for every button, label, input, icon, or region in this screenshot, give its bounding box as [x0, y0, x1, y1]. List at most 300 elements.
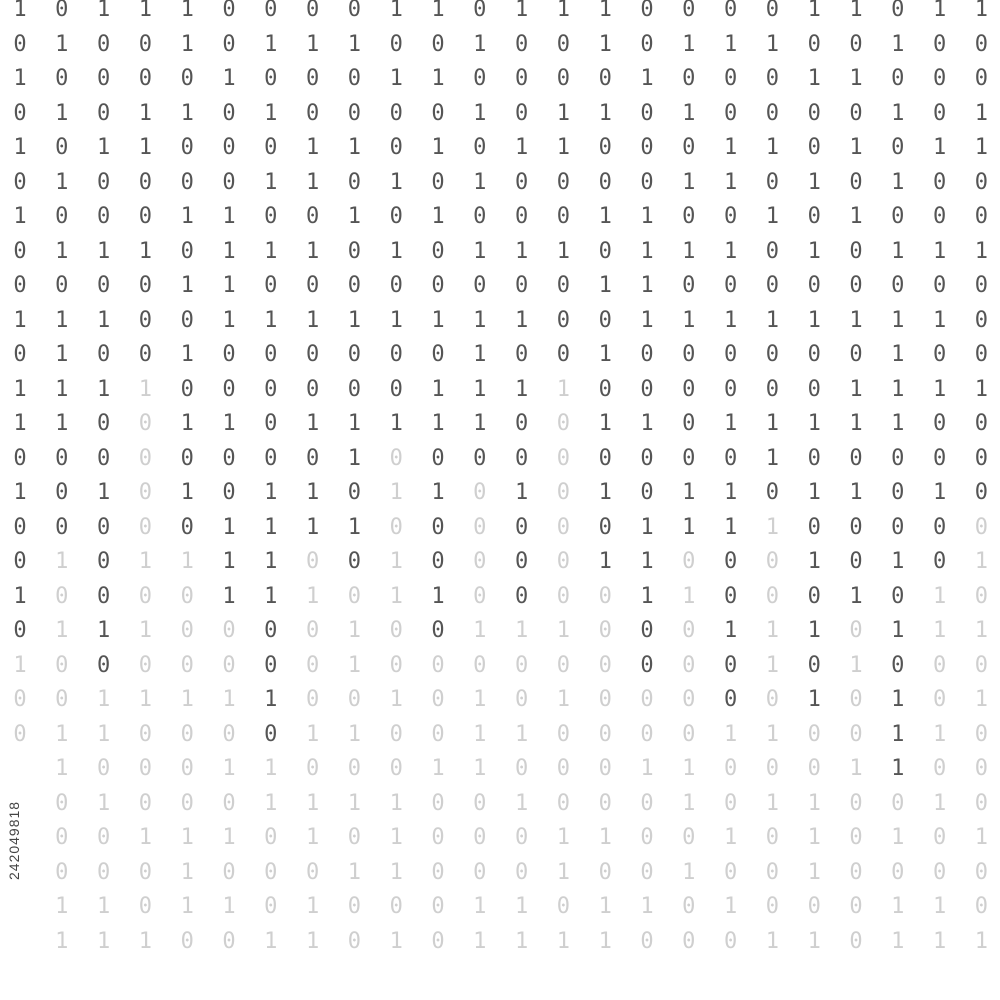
- faint-digit: 1: [807, 928, 821, 954]
- dark-digit: 0: [682, 135, 696, 160]
- dark-digit: 0: [305, 342, 320, 367]
- dark-digit: 0: [765, 480, 780, 505]
- dark-digit: 0: [55, 445, 69, 471]
- dark-digit: 0: [55, 273, 69, 298]
- faint-digit: 0: [347, 894, 362, 919]
- faint-digit: 0: [598, 721, 612, 747]
- faint-digit: 0: [55, 859, 69, 885]
- dark-digit: 1: [138, 135, 153, 160]
- dark-digit: 1: [431, 204, 445, 229]
- dark-digit: 0: [55, 135, 69, 160]
- dark-digit: 1: [431, 376, 445, 402]
- dark-digit: 0: [514, 204, 529, 229]
- dark-digit: 0: [431, 549, 445, 574]
- dark-digit: 1: [180, 342, 194, 367]
- dark-digit: 0: [974, 169, 989, 195]
- dark-digit: 0: [431, 342, 445, 367]
- dark-digit: 0: [305, 0, 320, 22]
- dark-digit: 1: [180, 411, 194, 436]
- dark-digit: 1: [556, 100, 571, 126]
- dark-digit: 1: [598, 204, 612, 229]
- dark-digit: 0: [598, 169, 612, 195]
- dark-digit: 1: [347, 135, 362, 160]
- faint-digit: 0: [556, 790, 571, 816]
- faint-digit: 0: [222, 721, 236, 747]
- dark-digit: 0: [222, 169, 236, 195]
- dark-digit: 0: [514, 411, 529, 436]
- dark-digit: 0: [222, 0, 236, 22]
- dark-digit: 0: [891, 0, 905, 22]
- dark-digit: 0: [932, 169, 947, 195]
- dark-digit: 1: [598, 342, 612, 367]
- faint-digit: 0: [932, 825, 947, 850]
- dark-digit: 1: [431, 135, 445, 160]
- dark-digit: 1: [55, 342, 69, 367]
- dark-digit: 1: [598, 549, 612, 574]
- faint-digit: 0: [891, 859, 905, 885]
- dark-digit: 1: [807, 480, 821, 505]
- dark-digit: 1: [305, 514, 320, 540]
- faint-digit: 0: [389, 756, 403, 781]
- faint-digit: 1: [514, 894, 529, 919]
- dark-digit: 1: [974, 376, 989, 402]
- faint-digit: 0: [138, 480, 153, 505]
- faint-digit: 1: [138, 549, 153, 574]
- dark-digit: 0: [932, 514, 947, 540]
- faint-digit: 0: [682, 825, 696, 850]
- dark-digit: 1: [891, 238, 905, 264]
- faint-digit: 0: [305, 859, 320, 885]
- dark-digit: 1: [222, 273, 236, 298]
- dark-digit: 1: [264, 514, 278, 540]
- faint-digit: 0: [932, 687, 947, 712]
- dark-digit: 0: [347, 549, 362, 574]
- dark-digit: 0: [723, 273, 738, 298]
- dark-digit: 1: [180, 0, 194, 22]
- dark-digit: 0: [347, 238, 362, 264]
- dark-digit: 0: [556, 31, 571, 57]
- dark-digit: 0: [96, 169, 111, 195]
- dark-digit: 1: [723, 169, 738, 195]
- faint-digit: 0: [556, 721, 571, 747]
- dark-digit: 0: [13, 169, 27, 195]
- faint-digit: 0: [473, 514, 487, 540]
- faint-digit: 1: [891, 894, 905, 919]
- faint-digit: 0: [682, 721, 696, 747]
- dark-digit: 1: [598, 273, 612, 298]
- dark-digit: 0: [598, 307, 612, 333]
- dark-digit: 1: [431, 66, 445, 91]
- dark-digit: 1: [849, 66, 863, 91]
- faint-digit: 0: [974, 721, 989, 747]
- dark-digit: 1: [640, 514, 654, 540]
- dark-digit: 1: [807, 66, 821, 91]
- dark-digit: 1: [264, 687, 278, 712]
- dark-digit: 1: [473, 342, 487, 367]
- dark-digit: 1: [55, 307, 69, 333]
- faint-digit: 1: [222, 756, 236, 781]
- dark-digit: 0: [807, 100, 821, 126]
- faint-digit: 1: [932, 894, 947, 919]
- faint-digit: 0: [431, 859, 445, 885]
- faint-digit: 0: [431, 652, 445, 678]
- faint-digit: 1: [138, 825, 153, 850]
- faint-digit: 1: [305, 894, 320, 919]
- faint-digit: 0: [514, 756, 529, 781]
- dark-digit: 0: [264, 618, 278, 643]
- faint-digit: 1: [264, 790, 278, 816]
- faint-digit: 1: [389, 583, 403, 609]
- dark-digit: 0: [849, 169, 863, 195]
- faint-digit: 1: [96, 894, 111, 919]
- dark-digit: 1: [556, 135, 571, 160]
- dark-digit: 0: [765, 169, 780, 195]
- dark-digit: 0: [849, 238, 863, 264]
- dark-digit: 1: [13, 307, 27, 333]
- faint-digit: 0: [389, 721, 403, 747]
- dark-digit: 0: [96, 445, 111, 471]
- dark-digit: 0: [932, 445, 947, 471]
- dark-digit: 1: [765, 445, 780, 471]
- dark-digit: 0: [473, 204, 487, 229]
- faint-digit: 0: [682, 652, 696, 678]
- faint-digit: 0: [514, 652, 529, 678]
- faint-digit: 1: [138, 687, 153, 712]
- dark-digit: 1: [849, 204, 863, 229]
- faint-digit: 1: [431, 756, 445, 781]
- dark-digit: 0: [974, 66, 989, 91]
- dark-digit: 0: [556, 66, 571, 91]
- dark-digit: 0: [431, 445, 445, 471]
- faint-digit: 1: [807, 790, 821, 816]
- faint-digit: 0: [264, 894, 278, 919]
- faint-digit: 1: [96, 928, 111, 954]
- faint-digit: 0: [13, 687, 27, 712]
- dark-digit: 1: [682, 238, 696, 264]
- faint-digit: 0: [514, 859, 529, 885]
- dark-digit: 1: [222, 307, 236, 333]
- dark-digit: 0: [138, 66, 153, 91]
- dark-digit: 1: [431, 480, 445, 505]
- faint-digit: 0: [765, 894, 780, 919]
- faint-digit: 0: [55, 687, 69, 712]
- dark-digit: 0: [514, 31, 529, 57]
- dark-digit: 0: [13, 342, 27, 367]
- dark-digit: 0: [389, 342, 403, 367]
- dark-digit: 0: [640, 31, 654, 57]
- dark-digit: 1: [932, 135, 947, 160]
- dark-digit: 1: [389, 169, 403, 195]
- faint-digit: 0: [264, 825, 278, 850]
- faint-digit: 1: [765, 928, 780, 954]
- dark-digit: 1: [932, 307, 947, 333]
- faint-digit: 1: [556, 687, 571, 712]
- dark-digit: 0: [932, 31, 947, 57]
- dark-digit: 0: [723, 445, 738, 471]
- dark-digit: 0: [264, 204, 278, 229]
- faint-digit: 0: [180, 756, 194, 781]
- dark-digit: 1: [222, 66, 236, 91]
- dark-digit: 1: [305, 238, 320, 264]
- faint-digit: 1: [305, 721, 320, 747]
- faint-digit: 0: [556, 652, 571, 678]
- dark-digit: 1: [723, 135, 738, 160]
- faint-digit: 0: [849, 721, 863, 747]
- faint-digit: 1: [473, 721, 487, 747]
- dark-digit: 1: [765, 411, 780, 436]
- faint-digit: 0: [473, 790, 487, 816]
- dark-digit: 0: [891, 480, 905, 505]
- dark-digit: 0: [431, 31, 445, 57]
- faint-digit: 1: [264, 928, 278, 954]
- dark-digit: 1: [264, 169, 278, 195]
- faint-digit: 0: [765, 549, 780, 574]
- dark-digit: 0: [598, 238, 612, 264]
- faint-digit: 0: [305, 618, 320, 643]
- faint-digit: 0: [138, 721, 153, 747]
- dark-digit: 0: [96, 273, 111, 298]
- dark-digit: 1: [807, 169, 821, 195]
- faint-digit: 1: [514, 618, 529, 643]
- dark-digit: 1: [13, 0, 27, 22]
- dark-digit: 0: [96, 66, 111, 91]
- dark-digit: 1: [598, 100, 612, 126]
- faint-digit: 1: [556, 928, 571, 954]
- faint-digit: 0: [682, 549, 696, 574]
- dark-digit: 1: [640, 307, 654, 333]
- faint-digit: 0: [431, 687, 445, 712]
- faint-digit: 0: [222, 859, 236, 885]
- dark-digit: 0: [222, 445, 236, 471]
- dark-digit: 0: [389, 135, 403, 160]
- dark-digit: 0: [514, 342, 529, 367]
- dark-digit: 1: [473, 169, 487, 195]
- dark-digit: 1: [264, 238, 278, 264]
- faint-digit: 1: [389, 859, 403, 885]
- faint-digit: 0: [640, 859, 654, 885]
- dark-digit: 0: [849, 31, 863, 57]
- dark-digit: 1: [723, 238, 738, 264]
- faint-digit: 1: [974, 618, 989, 643]
- dark-digit: 0: [55, 480, 69, 505]
- dark-digit: 1: [96, 238, 111, 264]
- dark-digit: 1: [431, 583, 445, 609]
- faint-digit: 0: [389, 618, 403, 643]
- dark-digit: 1: [55, 100, 69, 126]
- dark-digit: 0: [723, 342, 738, 367]
- dark-digit: 1: [807, 618, 821, 643]
- dark-digit: 0: [932, 204, 947, 229]
- faint-digit: 0: [765, 859, 780, 885]
- faint-digit: 0: [974, 583, 989, 609]
- dark-digit: 0: [431, 238, 445, 264]
- dark-digit: 0: [640, 652, 654, 678]
- dark-digit: 0: [556, 273, 571, 298]
- dark-digit: 0: [389, 100, 403, 126]
- faint-digit: 1: [556, 376, 571, 402]
- dark-digit: 1: [347, 514, 362, 540]
- dark-digit: 0: [932, 100, 947, 126]
- dark-digit: 0: [723, 0, 738, 22]
- faint-digit: 1: [389, 687, 403, 712]
- dark-digit: 1: [640, 273, 654, 298]
- dark-digit: 0: [13, 238, 27, 264]
- dark-digit: 1: [347, 411, 362, 436]
- dark-digit: 0: [974, 445, 989, 471]
- faint-digit: 0: [138, 756, 153, 781]
- faint-digit: 1: [305, 928, 320, 954]
- faint-digit: 0: [598, 859, 612, 885]
- faint-digit: 0: [431, 790, 445, 816]
- dark-digit: 0: [891, 204, 905, 229]
- faint-digit: 1: [55, 618, 69, 643]
- dark-digit: 0: [264, 652, 278, 678]
- faint-digit: 0: [849, 928, 863, 954]
- dark-digit: 1: [55, 169, 69, 195]
- faint-digit: 1: [807, 859, 821, 885]
- dark-digit: 0: [264, 135, 278, 160]
- dark-digit: 1: [473, 376, 487, 402]
- faint-digit: 1: [514, 790, 529, 816]
- faint-digit: 1: [514, 721, 529, 747]
- faint-digit: 0: [431, 928, 445, 954]
- dark-digit: 1: [849, 376, 863, 402]
- dark-digit: 1: [305, 135, 320, 160]
- dark-digit: 0: [222, 31, 236, 57]
- faint-digit: 0: [974, 652, 989, 678]
- dark-digit: 0: [598, 376, 612, 402]
- dark-digit: 0: [347, 66, 362, 91]
- faint-digit: 1: [974, 928, 989, 954]
- dark-digit: 1: [932, 238, 947, 264]
- dark-digit: 1: [974, 100, 989, 126]
- faint-digit: 0: [723, 756, 738, 781]
- dark-digit: 1: [431, 411, 445, 436]
- dark-digit: 1: [891, 376, 905, 402]
- dark-digit: 1: [389, 0, 403, 22]
- dark-digit: 1: [849, 0, 863, 22]
- faint-digit: 0: [598, 790, 612, 816]
- dark-digit: 0: [974, 307, 989, 333]
- faint-digit: 0: [556, 480, 571, 505]
- faint-digit: 0: [138, 894, 153, 919]
- dark-digit: 0: [13, 514, 27, 540]
- dark-digit: 1: [389, 411, 403, 436]
- faint-digit: 0: [556, 549, 571, 574]
- faint-digit: 0: [138, 790, 153, 816]
- dark-digit: 0: [473, 0, 487, 22]
- dark-digit: 0: [807, 445, 821, 471]
- faint-digit: 1: [682, 756, 696, 781]
- dark-digit: 1: [723, 514, 738, 540]
- faint-digit: 0: [556, 756, 571, 781]
- faint-digit: 0: [640, 928, 654, 954]
- faint-digit: 0: [849, 790, 863, 816]
- faint-digit: 0: [974, 859, 989, 885]
- faint-digit: 0: [138, 445, 153, 471]
- dark-digit: 0: [180, 135, 194, 160]
- dark-digit: 0: [974, 411, 989, 436]
- dark-digit: 0: [556, 204, 571, 229]
- dark-digit: 0: [849, 273, 863, 298]
- dark-digit: 1: [13, 583, 27, 609]
- dark-digit: 0: [640, 480, 654, 505]
- dark-digit: 1: [640, 411, 654, 436]
- faint-digit: 0: [974, 756, 989, 781]
- dark-digit: 0: [723, 549, 738, 574]
- dark-digit: 0: [389, 376, 403, 402]
- dark-digit: 0: [974, 273, 989, 298]
- faint-digit: 1: [389, 790, 403, 816]
- dark-digit: 1: [180, 100, 194, 126]
- faint-digit: 0: [765, 687, 780, 712]
- dark-digit: 0: [473, 273, 487, 298]
- dark-digit: 0: [180, 376, 194, 402]
- dark-digit: 1: [514, 480, 529, 505]
- dark-digit: 0: [891, 514, 905, 540]
- dark-digit: 0: [264, 66, 278, 91]
- dark-digit: 1: [932, 480, 947, 505]
- dark-digit: 0: [180, 66, 194, 91]
- dark-digit: 0: [55, 66, 69, 91]
- faint-digit: 0: [138, 859, 153, 885]
- faint-digit: 1: [305, 790, 320, 816]
- faint-digit: 1: [347, 859, 362, 885]
- dark-digit: 1: [891, 100, 905, 126]
- dark-digit: 0: [13, 273, 27, 298]
- dark-digit: 0: [682, 273, 696, 298]
- dark-digit: 1: [807, 238, 821, 264]
- faint-digit: 0: [96, 825, 111, 850]
- dark-digit: 1: [891, 756, 905, 781]
- faint-digit: 0: [305, 549, 320, 574]
- dark-digit: 0: [723, 652, 738, 678]
- dark-digit: 1: [974, 135, 989, 160]
- dark-digit: 1: [138, 0, 153, 22]
- dark-digit: 0: [891, 652, 905, 678]
- dark-digit: 0: [514, 273, 529, 298]
- dark-digit: 1: [849, 583, 863, 609]
- dark-digit: 0: [305, 100, 320, 126]
- dark-digit: 0: [682, 342, 696, 367]
- dark-digit: 1: [807, 411, 821, 436]
- faint-digit: 1: [389, 825, 403, 850]
- dark-digit: 0: [514, 514, 529, 540]
- faint-digit: 1: [55, 721, 69, 747]
- dark-digit: 1: [138, 100, 153, 126]
- faint-digit: 1: [180, 687, 194, 712]
- faint-digit: 1: [473, 756, 487, 781]
- faint-digit: 1: [974, 549, 989, 574]
- faint-digit: 0: [431, 721, 445, 747]
- faint-digit: 1: [180, 825, 194, 850]
- faint-digit: 0: [389, 652, 403, 678]
- dark-digit: 0: [849, 445, 863, 471]
- dark-digit: 1: [264, 100, 278, 126]
- dark-digit: 1: [682, 480, 696, 505]
- dark-digit: 1: [682, 307, 696, 333]
- faint-digit: 0: [598, 583, 612, 609]
- faint-digit: 1: [598, 928, 612, 954]
- faint-digit: 1: [55, 928, 69, 954]
- dark-digit: 1: [514, 135, 529, 160]
- dark-digit: 0: [96, 549, 111, 574]
- faint-digit: 1: [723, 894, 738, 919]
- dark-digit: 1: [891, 549, 905, 574]
- faint-digit: 0: [598, 618, 612, 643]
- dark-digit: 1: [222, 204, 236, 229]
- dark-digit: 1: [556, 0, 571, 22]
